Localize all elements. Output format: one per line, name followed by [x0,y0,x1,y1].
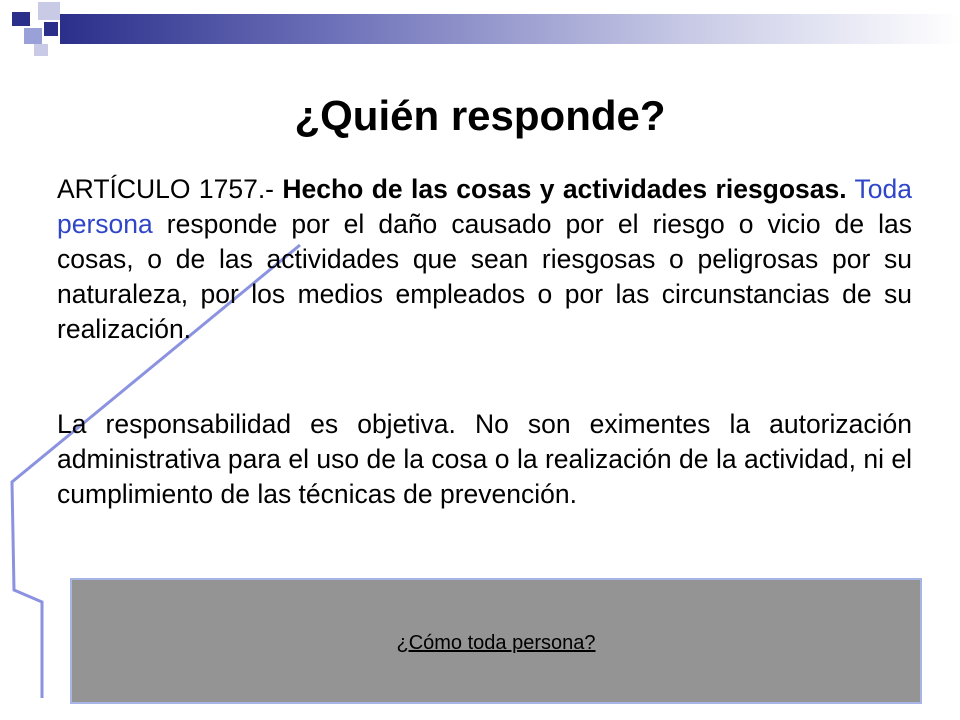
highlight-text: Toda persona [57,174,912,239]
footer-link[interactable]: ¿Cómo toda persona? [396,632,596,654]
responsibility-paragraph: La responsabilidad es objetiva. No son eximentes la autorización administrativa para el uso de la cosa o la realización de la actividad, ni el cumplimiento de las técnicas de prevención. [57,409,912,509]
slide-title: ¿Quién responde? [294,92,666,139]
article-number: ARTÍCULO 1757.- [57,174,283,204]
article-text: responde por el daño causado por el riesgo o vicio de las cosas, o de las actividades que sean riesgosas o peligrosas por su naturaleza, por los medios empleados o por las circunstancias de su realización. [57,209,912,344]
footer-box [70,578,922,704]
article-heading: Hecho de las cosas y actividades riesgosas. [282,174,847,204]
article-paragraph [57,172,912,347]
